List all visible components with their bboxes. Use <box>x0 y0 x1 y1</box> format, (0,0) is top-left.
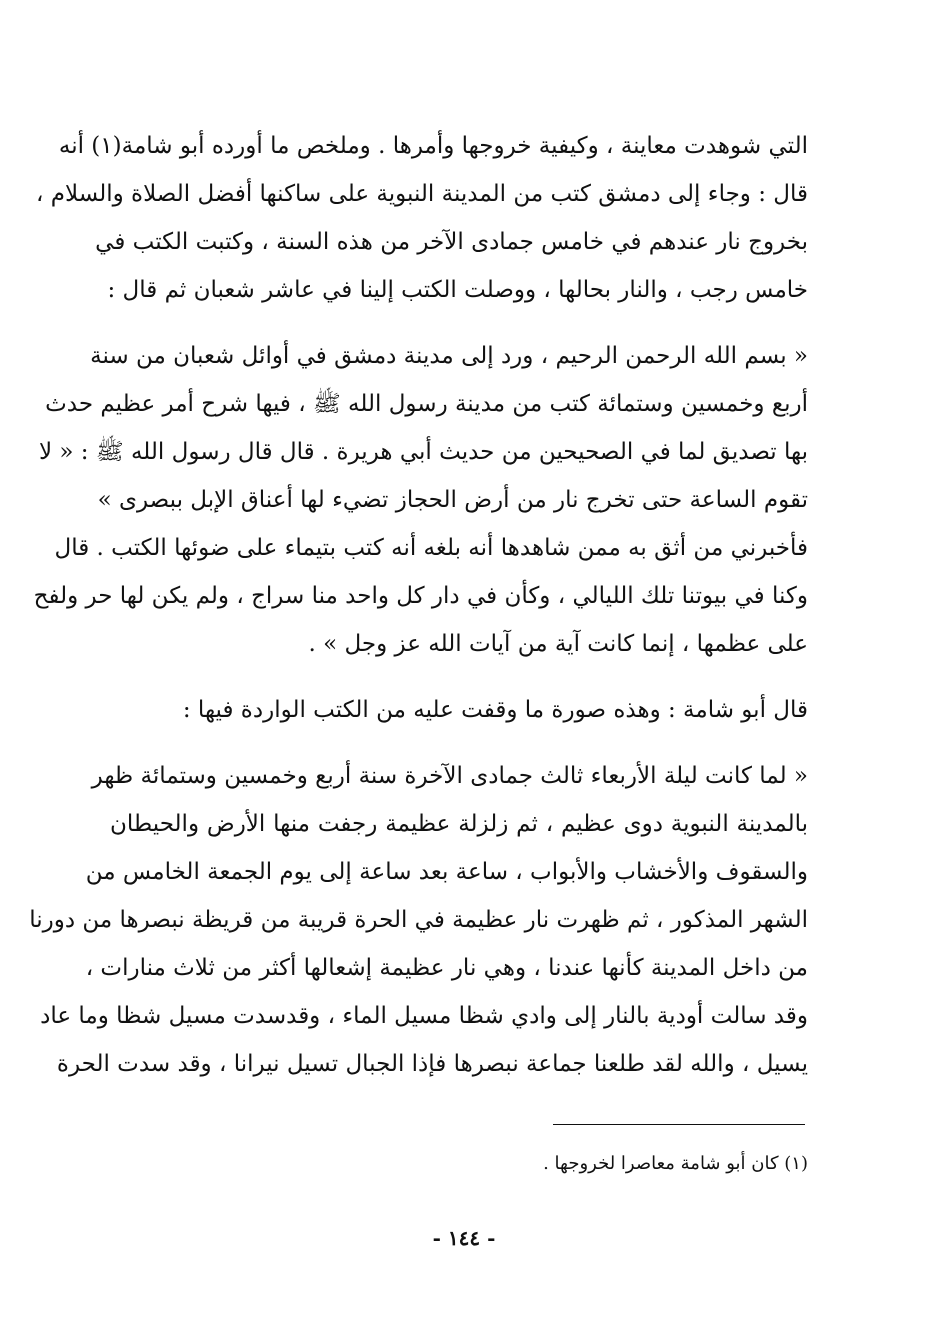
text-line: بخروج نار عندهم في خامس جمادى الآخر من هذه السنة ، وكتبت الكتب في <box>95 229 808 255</box>
paragraph-1 <box>36 122 808 314</box>
text-line: بها تصديق لما في الصحيحين من حديث أبي هريرة . قال قال رسول الله ﷺ : « لا <box>38 439 808 465</box>
paragraph-gap <box>110 314 808 332</box>
text-line: الشهر المذكور ، ثم ظهرت نار عظيمة في الحرة قريبة من قريظة نبصرها من دورنا <box>29 907 808 933</box>
text-line: يسيل ، والله لقد طلعنا جماعة نبصرها فإذا الجبال تسيل نيرانا ، وقد سدت الحرة <box>56 1051 808 1077</box>
text-line: والسقوف والأخشاب والأبواب ، ساعة بعد ساعة إلى يوم الجمعة الخامس من <box>85 859 808 885</box>
text-line: « لما كانت ليلة الأربعاء ثالث جمادى الآخرة سنة أربع وخمسين وستمائة ظهر <box>91 763 808 789</box>
text-line: فأخبرني من أثق به ممن شاهدها أنه بلغه أنه كتب بتيماء على ضوئها الكتب . قال <box>54 535 808 561</box>
text-line: قال : وجاء إلى دمشق كتب من المدينة النبوية على ساكنها أفضل الصلاة والسلام ، <box>36 181 808 207</box>
text-line: وكنا في بيوتنا تلك الليالي ، وكأن في دار كل واحد منا سراج ، ولم يكن لها حر ولفح <box>33 583 808 609</box>
text-line: أربع وخمسين وستمائة كتب من مدينة رسول الله ﷺ ، فيها شرح أمر عظيم حدث <box>45 391 808 417</box>
text-line: قال أبو شامة : وهذه صورة ما وقفت عليه من الكتب الواردة فيها : <box>182 697 808 723</box>
footnote-separator <box>553 1124 805 1125</box>
text-line: بالمدينة النبوية دوى عظيم ، ثم زلزلة عظيمة رجفت منها الأرض والحيطان <box>110 811 808 837</box>
paragraph-3 <box>110 686 808 734</box>
text-line: « بسم الله الرحمن الرحيم ، ورد إلى مدينة دمشق في أوائل شعبان من سنة <box>90 343 808 369</box>
paragraph-2 <box>33 332 808 668</box>
text-line: خامس رجب ، والنار بحالها ، ووصلت الكتب إلينا في عاشر شعبان ثم قال : <box>107 277 808 303</box>
footnote: (١) كان أبو شامة معاصرا لخروجها . <box>543 1153 808 1174</box>
text-line: تقوم الساعة حتى تخرج نار من أرض الحجاز تضيء لها أعناق الإبل ببصرى » <box>97 487 808 513</box>
page-body <box>29 122 808 1088</box>
text-line: التي شوهدت معاينة ، وكيفية خروجها وأمرها . وملخص ما أورده أبو شامة(١) أنه <box>58 133 808 159</box>
text-line: وقد سالت أودية بالنار إلى وادي شظا مسيل الماء ، وقدسدت مسيل شظا وما عاد <box>40 1003 808 1029</box>
text-line: على عظمها ، إنما كانت آية من آيات الله عز وجل » . <box>308 631 808 657</box>
text-line: من داخل المدينة كأنها عندنا ، وهي نار عظيمة إشعالها أكثر من ثلاث منارات ، <box>85 955 808 981</box>
paragraph-gap <box>110 734 808 752</box>
paragraph-gap <box>110 668 808 686</box>
paragraph-4 <box>29 752 808 1088</box>
page-number: - ١٤٤ - <box>432 1226 496 1250</box>
